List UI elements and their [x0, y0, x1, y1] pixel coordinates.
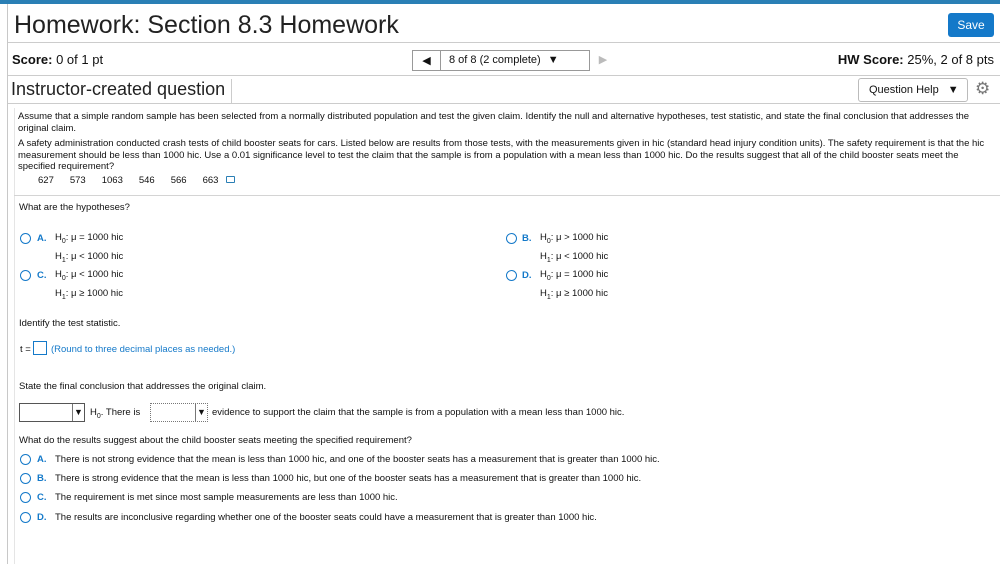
result-option-c-letter: C. [37, 492, 47, 503]
h0-text: : μ = 1000 hic [65, 232, 124, 243]
h0-text: : μ = 1000 hic [550, 269, 609, 280]
problem-body: A safety administration conducted crash tests of child booster seats for cars. Listed below are results from those tests, with the measurements given in hic (standard head injury condition units). The safety requirement is that the hic measurement should be less than 1000 hic. Use a 0.01 significance level to test the claim that the sample is from a population with a mean less than 1000 hic. Do the results suggest that all of the child booster seats meet the specified requirement? [18, 138, 985, 172]
hypothesis-option-d[interactable]: $H_0$: μ = 1000 hic $H_1$: μ ≥ 1000 hic [540, 269, 609, 302]
hypothesis-option-d-letter: D. [522, 270, 532, 281]
hw-score-label: HW Score: [837, 52, 904, 67]
result-option-a-letter: A. [37, 454, 47, 465]
hypothesis-option-a-letter: A. [37, 233, 47, 244]
result-option-b[interactable]: There is strong evidence that the mean is less than 1000 hic, but one of the booster seats has a measurement that is greater than 1000 hic. [55, 473, 642, 484]
content-left-border [14, 108, 15, 564]
score-value: 0 of 1 pt [56, 52, 104, 67]
question-help-button[interactable] [858, 78, 968, 102]
h1-text: : μ ≥ 1000 hic [550, 288, 608, 300]
next-question-button[interactable] [590, 50, 616, 71]
result-option-c[interactable]: The requirement is met since most sample measurements are less than 1000 hic. [55, 492, 398, 503]
hypothesis-option-b[interactable]: $H_0$: μ > 1000 hic $H_1$: μ < 1000 hic [540, 232, 609, 265]
hypothesis-option-d-radio[interactable] [506, 270, 517, 281]
null-hypothesis-text: $H_0$. There is [90, 407, 141, 420]
result-option-b-letter: B. [37, 473, 47, 484]
hypothesis-option-b-radio[interactable] [506, 233, 517, 244]
hypothesis-option-b-letter: B. [522, 233, 532, 244]
h1-text: : μ < 1000 hic [550, 251, 609, 263]
dropdown-arrow-icon: ▼ [547, 54, 559, 66]
result-option-d-radio[interactable] [20, 512, 31, 523]
h1-text: : μ < 1000 hic [65, 251, 124, 263]
page-title: Homework: Section 8.3 Homework [14, 11, 399, 39]
previous-question-button[interactable] [412, 50, 440, 71]
data-value: 1063 [101, 174, 123, 186]
data-value: 566 [170, 174, 187, 186]
data-value: 546 [138, 174, 155, 186]
hw-score-value: 25%, 2 of 8 pts [907, 52, 994, 67]
question-select-value: 8 of 8 (2 complete) [449, 54, 541, 66]
gear-icon[interactable]: ⚙ [975, 79, 991, 98]
dropdown-arrow-icon: ▼ [947, 84, 959, 96]
score [12, 52, 103, 67]
result-option-d[interactable]: The results are inconclusive regarding whether one of the booster seats could have a measurement that is greater than 1000 hic. [55, 512, 597, 523]
conclusion-tail: evidence to support the claim that the sample is from a population with a mean less than 1000 hic. [212, 407, 625, 418]
chevron-left-icon: ◀ [422, 55, 431, 67]
data-value: 627 [38, 174, 54, 186]
conclusion-question: State the final conclusion that addresses the original claim. [19, 381, 267, 392]
h0-text: : μ > 1000 hic [550, 232, 609, 243]
score-label: Score: [12, 52, 53, 67]
results-question: What do the results suggest about the child booster seats meeting the specified requirement? [19, 435, 412, 446]
question-title: Instructor-created question [11, 79, 232, 104]
question-navigator [412, 50, 616, 71]
hw-score [838, 52, 994, 67]
result-option-a[interactable]: There is not strong evidence that the mean is less than 1000 hic, and one of the booster seats has a measurement that is greater than 1000 hic. [55, 454, 660, 465]
data-value: 573 [69, 174, 86, 186]
chevron-right-icon: ▶ [598, 54, 608, 66]
test-statistic-question: Identify the test statistic. [19, 318, 121, 329]
rounding-hint: (Round to three decimal places as needed.) [51, 344, 236, 355]
dropdown-arrow-icon: ▼ [72, 404, 84, 421]
h0-text: : μ < 1000 hic [65, 269, 124, 280]
copy-data-icon[interactable] [226, 176, 235, 183]
question-help-label: Question Help [869, 84, 939, 96]
score-bar [8, 44, 1000, 76]
section-divider [14, 195, 1000, 196]
test-statistic-label: t = [20, 344, 31, 355]
data-values [38, 175, 990, 187]
header [8, 4, 1000, 43]
result-option-c-radio[interactable] [20, 492, 31, 503]
result-option-a-radio[interactable] [20, 454, 31, 465]
result-option-b-radio[interactable] [20, 473, 31, 484]
test-statistic-input[interactable] [33, 341, 47, 355]
hypothesis-option-c-letter: C. [37, 270, 47, 281]
result-option-d-letter: D. [37, 512, 47, 523]
reject-decision-select[interactable] [19, 403, 85, 422]
evidence-strength-select[interactable] [150, 403, 208, 422]
conclusion-h0-text: . There is [100, 407, 141, 418]
hypothesis-option-c-radio[interactable] [20, 270, 31, 281]
question-select[interactable] [440, 50, 590, 71]
left-side-panel-edge [0, 4, 8, 564]
h1-text: : μ ≥ 1000 hic [65, 288, 123, 300]
problem-statement [18, 111, 990, 186]
hypothesis-option-a-radio[interactable] [20, 233, 31, 244]
save-button[interactable]: Save [948, 13, 994, 37]
data-value: 663 [202, 174, 219, 186]
question-bar [8, 76, 1000, 104]
hypothesis-option-c[interactable]: $H_0$: μ < 1000 hic $H_1$: μ ≥ 1000 hic [55, 269, 124, 302]
hypothesis-option-a[interactable]: $H_0$: μ = 1000 hic $H_1$: μ < 1000 hic [55, 232, 124, 265]
problem-intro: Assume that a simple random sample has been selected from a normally distributed population and test the given claim. Identify the null and alternative hypotheses, test statistic, and state the final conclusion that addresses the original claim. [18, 111, 970, 134]
hypotheses-question: What are the hypotheses? [19, 202, 130, 213]
dropdown-arrow-icon: ▼ [195, 404, 207, 421]
